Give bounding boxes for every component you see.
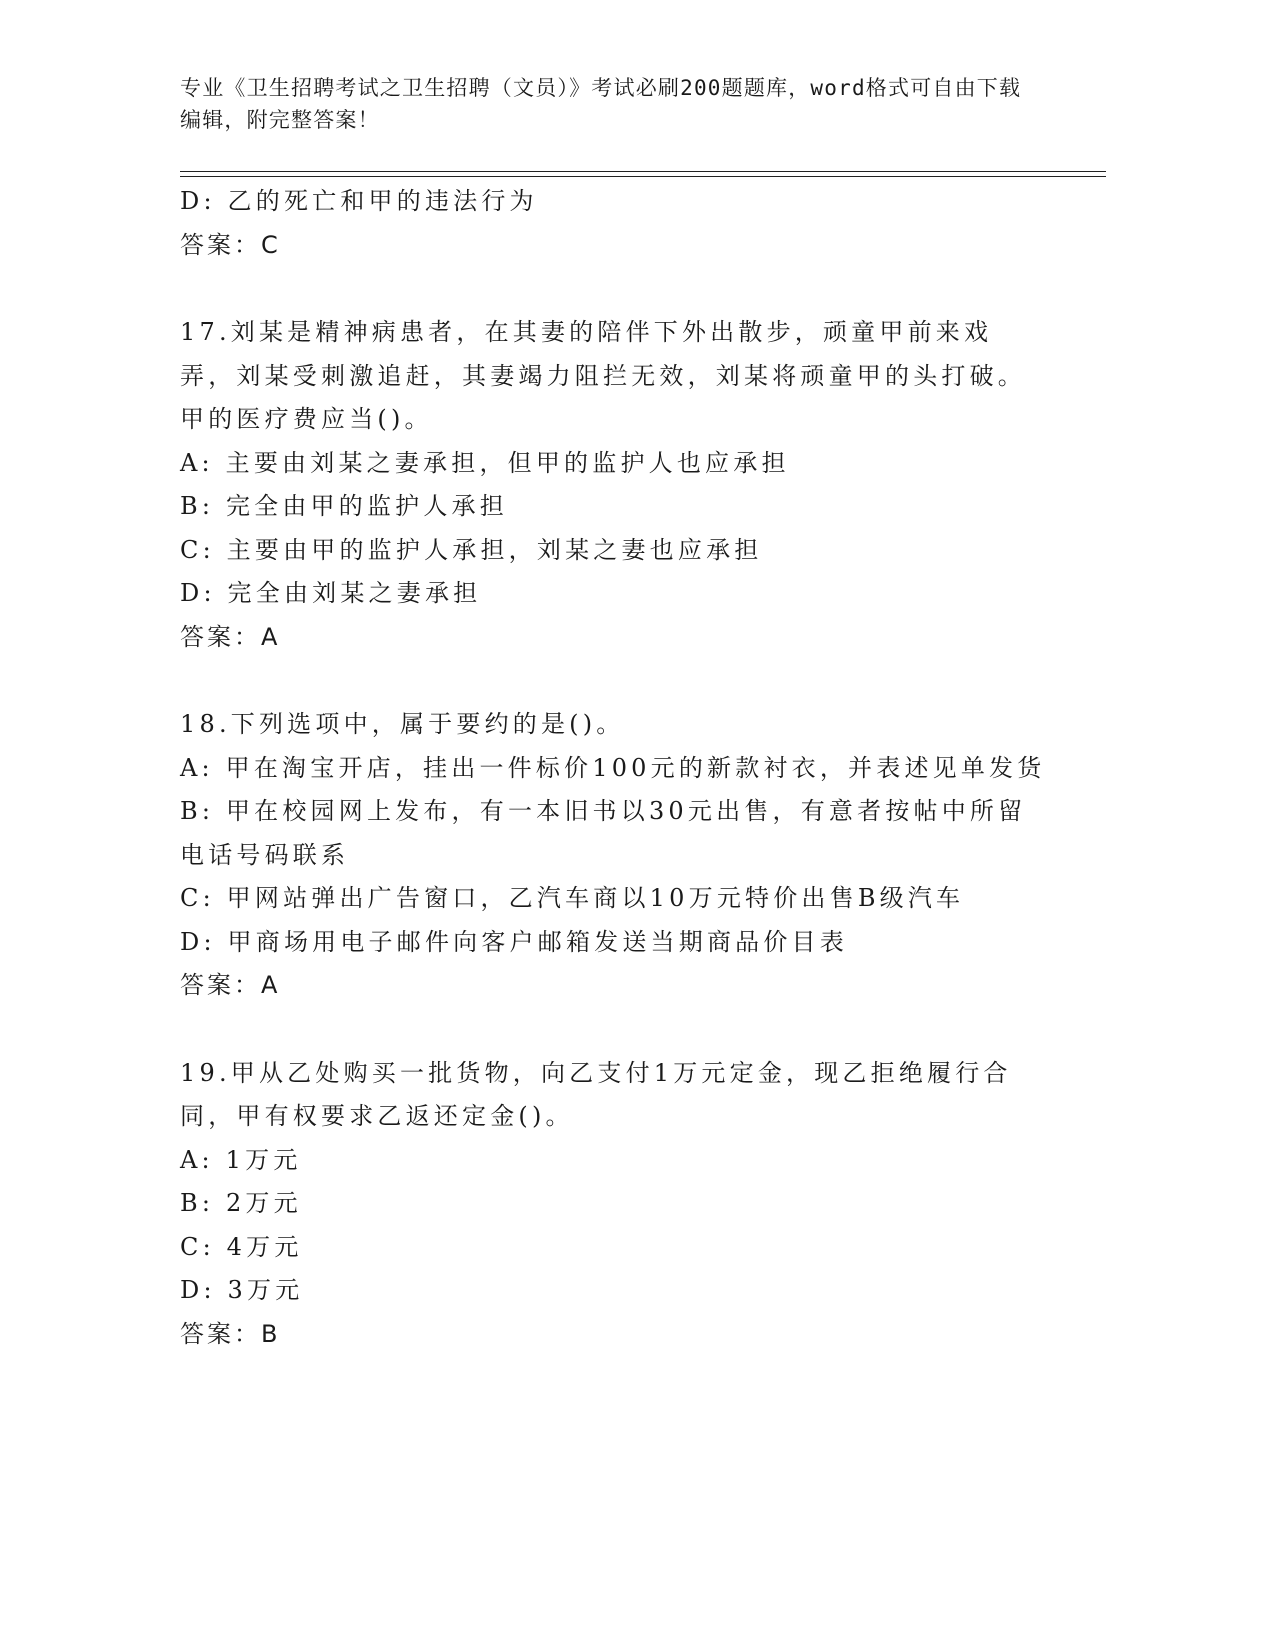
- question-19-option-c: C: 4万元: [180, 1232, 303, 1261]
- question-19-option-d: D: 3万元: [180, 1276, 304, 1304]
- question-17-option-c: C: 主要由甲的监护人承担，刘某之妻也应承担: [180, 535, 763, 564]
- question-17-option-d: D: 完全由刘某之妻承担: [180, 579, 482, 607]
- question-19-answer: 答案：B: [180, 1319, 281, 1348]
- question-18-option-a: A: 甲在淘宝开店，挂出一件标价100元的新款衬衣，并表述见单发货: [180, 753, 1046, 782]
- header-rule-top: [180, 171, 1106, 172]
- prev-answer: 答案：C: [180, 230, 281, 259]
- document-header: 专业《卫生招聘考试之卫生招聘（文员）》考试必刷200题题库，word格式可自由下载编辑，附完整答案！: [180, 76, 1022, 132]
- question-content: [180, 180, 1060, 1356]
- spacer: [180, 1008, 1060, 1052]
- question-17-option-b: B: 完全由甲的监护人承担: [180, 492, 508, 520]
- question-18-option-b: B: 甲在校园网上发布，有一本旧书以30元出售，有意者按帖中所留电话号码联系: [180, 797, 1027, 869]
- question-17-option-a: A: 主要由刘某之妻承担，但甲的监护人也应承担: [180, 448, 790, 477]
- question-17-answer: 答案：A: [180, 622, 281, 651]
- question-19-option-b: B: 2万元: [180, 1189, 302, 1217]
- spacer: [180, 267, 1060, 311]
- question-18-option-d: D: 甲商场用电子邮件向客户邮箱发送当期商品价目表: [180, 927, 848, 956]
- question-19-stem: 19.甲从乙处购买一批货物，向乙支付1万元定金，现乙拒绝履行合同，甲有权要求乙返还定金()。: [180, 1058, 1012, 1130]
- header-rule-bottom: [180, 176, 1106, 177]
- question-18-option-c: C: 甲网站弹出广告窗口，乙汽车商以10万元特价出售B级汽车: [180, 884, 965, 912]
- prev-option-d: D: 乙的死亡和甲的违法行为: [180, 187, 538, 215]
- question-18-answer: 答案：A: [180, 971, 281, 999]
- spacer: [180, 659, 1060, 703]
- question-19-option-a: A: 1万元: [180, 1145, 302, 1174]
- question-18-stem: 18.下列选项中，属于要约的是()。: [180, 710, 625, 738]
- question-17-stem: 17.刘某是精神病患者，在其妻的陪伴下外出散步，顽童甲前来戏弄，刘某受刺激追赶，其妻竭力阻拦无效，刘某将顽童甲的头打破。甲的医疗费应当()。: [180, 318, 1026, 433]
